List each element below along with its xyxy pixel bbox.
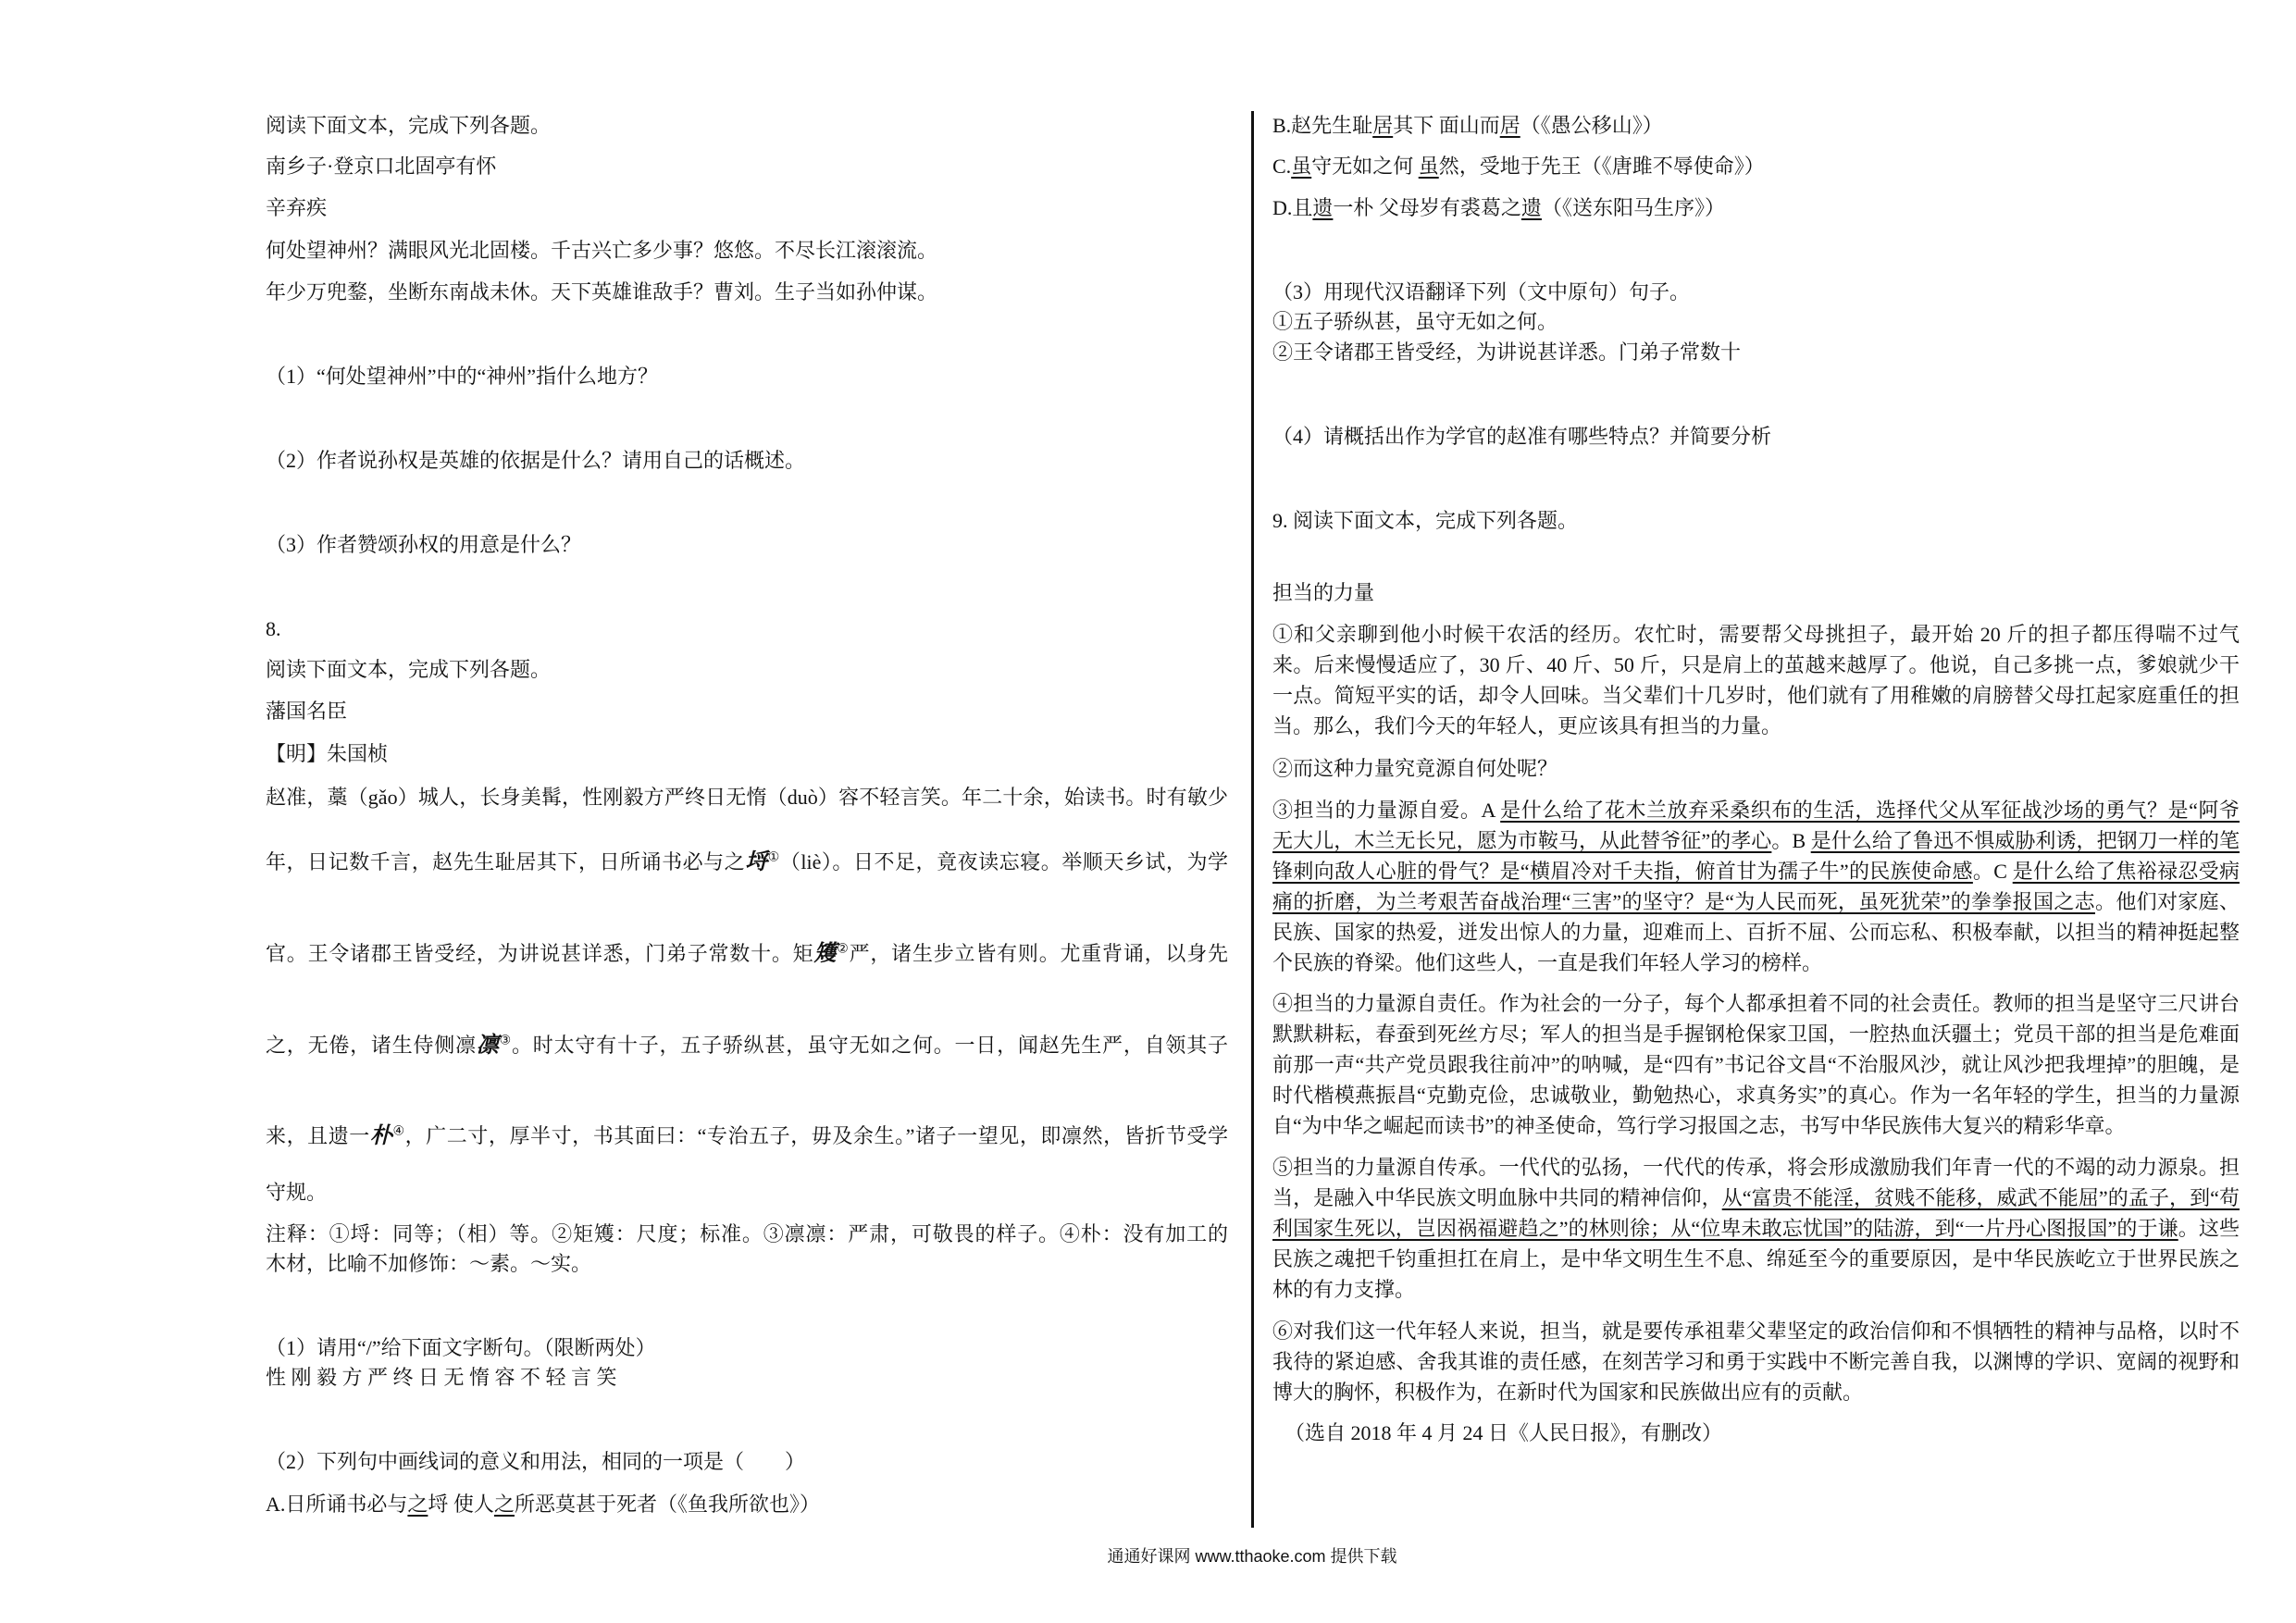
underlined-sentence: 是什么给了鲁迅不惧威胁利诱，把钢刀一样的笔	[1810, 829, 2240, 852]
q8-passage-author: 【明】朱国桢	[266, 742, 389, 765]
option-text: 守无如之何	[1311, 155, 1419, 178]
option-text: C.	[1272, 155, 1292, 178]
article-line	[1272, 1245, 2240, 1273]
passage-text: 守规。	[266, 1181, 328, 1204]
article-line: ⑥对我们这一代年轻人来说，担当，就是要传承祖辈父辈坚定的政治信仰和不惧牺牲的精神与品格，以时不	[1272, 1319, 2240, 1343]
article-text: 民族、国家的热爱，迸发出惊人的力量，迎难而上、百折不屈、公而忘私、积极奉献，以担当的精神挺起整	[1272, 921, 2240, 944]
passage-text: ，广二寸，厚半寸，书其面曰：“专治五子，毋及余生。”诸子一望见，即凛然，皆折节受学	[404, 1124, 1228, 1147]
passage-text: 之，无倦，诸生侍侧凛	[266, 1034, 477, 1057]
article-text: 。他们对家庭、	[2095, 890, 2240, 913]
passage-line	[266, 849, 1228, 876]
option-d	[1272, 194, 1725, 222]
underlined-word: 遗	[1312, 196, 1334, 219]
article-line	[1272, 858, 2240, 886]
poem-title: 南乡子·登京口北固亭有怀	[266, 155, 497, 178]
passage-line	[266, 784, 1228, 812]
article-text: 民族之魂把千钧重担扛在肩上，是中华文明生生不息、绵延至今的重要原因，是中华民族屹立于世界民族之	[1272, 1247, 2240, 1270]
passage-notes: 注释：①埒：同等；（相）等。②矩矱：尺度；标准。③凛凛：严肃，可敬畏的样子。④朴：没有加工的	[266, 1222, 1228, 1245]
q8-question-2: （2）下列句中画线词的意义和用法，相同的一项是（ ）	[266, 1450, 806, 1473]
passage-text: 年，日记数千言，赵先生耻居其下，日所诵书必与之	[266, 850, 746, 873]
passage-line	[266, 940, 1228, 968]
poem-line: 年少万兜鍪，坐断东南战未休。天下英雄谁敌手？曹刘。生子当如孙仲谋。	[266, 280, 938, 304]
annotated-word: 凛	[476, 1034, 500, 1058]
article-line: ②而这种力量究竟源自何处呢？	[1272, 757, 1558, 780]
article-line	[1272, 1215, 2240, 1243]
passage-line	[266, 1122, 1228, 1150]
article-line: ④担当的力量源自责任。作为社会的一分子，每个人都承担着不同的社会责任。教师的担当是坚守三尺讲台	[1272, 992, 2240, 1015]
passage-text: 严，诸生步立皆有则。尤重背诵，以身先	[849, 942, 1228, 965]
passage-text: （liè）。日不足，竟夜读忘寝。举顺天乡试，为学	[779, 850, 1228, 873]
q8-question-3: （3）用现代汉语翻译下列（文中原句）句子。	[1272, 280, 1691, 304]
passage-text: 官。王令诸郡王皆受经，为讲说甚详悉，门弟子常数十。矩	[266, 942, 814, 965]
option-a	[266, 1491, 820, 1518]
article-line: 当。那么，我们今天的年轻人，更应该具有担当的力量。	[1272, 714, 1782, 737]
article-text: ③担当的力量源自爱。A	[1272, 799, 1501, 822]
underlined-word: 居	[1499, 114, 1520, 137]
question-number: 8.	[266, 617, 281, 640]
q8-question-3-item: ②王令诸郡王皆受经，为讲说甚详悉。门弟子常数十	[1272, 341, 1742, 364]
article-line: 默默耕耘，春蚕到死丝方尽；军人的担当是手握钢枪保家卫国，一腔热血沃疆土；党员干部的担当是危难面	[1272, 1022, 2240, 1046]
q8-question-1-text: 性 刚 毅 方 严 终 日 无 惰 容 不 轻 言 笑	[266, 1366, 617, 1389]
article-text: ⑤担当的力量源自传承。一代代的弘扬，一代代的传承，将会形成激励我们年青一代的不竭的动力源泉。担	[1272, 1156, 2240, 1179]
article-line	[1272, 949, 1822, 977]
article-line	[1272, 827, 2240, 855]
annotated-word: 矱	[813, 942, 838, 966]
option-text: 然，受地于先王（《唐雎不辱使命》）	[1438, 155, 1765, 178]
annotated-word: 朴	[369, 1124, 393, 1148]
underlined-sentence: 从“富贵不能淫，贫贱不能移，威武不能屈”的孟子，到“苟	[1721, 1186, 2240, 1209]
option-text: 所恶莫甚于死者（《鱼我所欲也》）	[514, 1493, 820, 1516]
passage-line	[266, 1179, 327, 1207]
article-line: 时代楷模燕振昌“克勤克俭，忠诚敬业，勤勉热心，求真务实”的真心。作为一名年轻的学生，担当的力量源	[1272, 1084, 2240, 1107]
article-text: 。这些	[2178, 1217, 2240, 1240]
article-line: 一点。简短平实的话，却令人回味。当父辈们十几岁时，他们就有了用稚嫩的肩膀替父母扛起家庭重任的担	[1272, 684, 2240, 707]
poem-question: （2）作者说孙权是英雄的依据是什么？请用自己的话概述。	[266, 449, 806, 472]
q8-instruction: 阅读下面文本，完成下列各题。	[266, 658, 552, 681]
article-text: 当，是融入中华民族文明血脉中共同的精神信仰，	[1272, 1186, 1722, 1209]
option-text: （《愚公移山》）	[1520, 114, 1663, 137]
page-footer: 通通好课网 www.tthaoke.com 提供下载	[1107, 1547, 1397, 1566]
poem-question: （1）“何处望神州”中的“神州”指什么地方？	[266, 365, 659, 388]
underlined-word: 遗	[1520, 196, 1542, 219]
note-marker: ③	[499, 1034, 513, 1048]
q8-question-1: （1）请用“/”给下面文字断句。（限断两处）	[266, 1336, 656, 1359]
option-text: A.日所诵书必与	[266, 1493, 408, 1516]
q8-passage-title: 藩国名臣	[266, 700, 348, 723]
passage-text: 赵准，藁（gǎo）城人，长身美髯，性刚毅方严终日无惰（duò）容不轻言笑。年二十余，始读书。时有敏少	[266, 786, 1228, 809]
passage-line	[266, 1032, 1228, 1059]
underlined-word: 虽	[1418, 155, 1439, 178]
article-line: 我待的紧迫感、舍我其谁的责任感，在刻苦学习和勇于实践中不断完善自我，以渊博的学识、宽阔的视野和	[1272, 1350, 2240, 1373]
article-text: 。C	[1972, 860, 2013, 883]
article-line: 前那一声“共产党员跟我往前冲”的呐喊，是“四有”书记谷文昌“不治服风沙，就让风沙把我埋掉”的胆魄，是	[1272, 1053, 2240, 1076]
article-line	[1272, 888, 2240, 916]
option-text: 一朴 父母岁有裘葛之	[1333, 196, 1521, 219]
underlined-sentence: 利国家生死以，岂因祸福避趋之”的林则徐；从“位卑未敢忘忧国”的陆游，到“一片丹心图报国”的于谦	[1272, 1217, 2178, 1240]
column-divider	[1251, 111, 1254, 1528]
poem-author: 辛弃疾	[266, 196, 328, 219]
underlined-sentence: 是什么给了花木兰放弃采桑织布的生活，选择代父从军征战沙场的勇气？是“阿爷	[1500, 799, 2240, 822]
article-text: 。B	[1771, 829, 1811, 852]
underlined-sentence: 锋刺向敌人心脏的骨气？是“横眉冷对千夫指，俯首甘为孺子牛”的民族使命感	[1272, 860, 1973, 883]
option-text: B.赵先生耻	[1272, 114, 1373, 137]
underlined-sentence: 是什么给了焦裕禄忍受病	[2012, 860, 2240, 883]
article-line	[1272, 797, 2240, 824]
underlined-word: 居	[1372, 114, 1394, 137]
article-line	[1272, 1276, 1415, 1304]
note-marker: ④	[392, 1124, 405, 1139]
q9-header: 9. 阅读下面文本，完成下列各题。	[1272, 509, 1579, 532]
article-line: 博大的胸怀，积极作为，在新时代为国家和民族做出应有的贡献。	[1272, 1381, 1864, 1404]
option-text: 埒 使人	[428, 1493, 494, 1516]
article-line: 自“为中华之崛起而读书”的神圣使命，笃行学习报国之志，书写中华民族伟大复兴的精彩华章。	[1272, 1114, 2126, 1137]
option-text: （《送东阳马生序》）	[1541, 196, 1725, 219]
option-text: D.且	[1272, 196, 1313, 219]
underlined-word: 之	[407, 1493, 428, 1516]
underlined-word: 虽	[1291, 155, 1312, 178]
option-text: 其下 面山而	[1393, 114, 1500, 137]
passage-text: 。时太守有十子，五子骄纵甚，虽守无如之何。一日，闻赵先生严，自领其子	[512, 1034, 1228, 1057]
note-marker: ②	[837, 942, 850, 957]
poem-question: （3）作者赞颂孙权的用意是什么？	[266, 533, 582, 556]
passage-notes: 木材，比喻不加修饰：～素。～实。	[266, 1252, 592, 1275]
article-line	[1272, 1184, 2240, 1212]
article-text: 林的有力支撑。	[1272, 1278, 1416, 1301]
poem-instruction: 阅读下面文本，完成下列各题。	[266, 114, 552, 137]
passage-text: 来，且遗一	[266, 1124, 370, 1147]
article-line	[1272, 1154, 2240, 1182]
option-c	[1272, 153, 1765, 180]
note-marker: ①	[767, 850, 780, 865]
article-source: （选自 2018 年 4 月 24 日《人民日报》，有删改）	[1285, 1421, 1723, 1444]
article-line: 来。后来慢慢适应了，30 斤、40 斤、50 斤，只是肩上的茧越来越厚了。他说，自己多挑一点，爹娘就少干	[1272, 653, 2240, 676]
article-line: ①和父亲聊到他小时候干农活的经历。农忙时，需要帮父母挑担子，最开始 20 斤的担子都压得喘不过气	[1272, 623, 2240, 646]
underlined-word: 之	[493, 1493, 515, 1516]
q9-article-title: 担当的力量	[1272, 581, 1375, 604]
q8-question-3-item: ①五子骄纵甚，虽守无如之何。	[1272, 310, 1558, 333]
q8-question-4: （4）请概括出作为学官的赵准有哪些特点？并简要分析	[1272, 425, 1772, 448]
poem-line: 何处望神州？满眼风光北固楼。千古兴亡多少事？悠悠。不尽长江滚滚流。	[266, 239, 938, 262]
article-text: 个民族的脊梁。他们这些人，一直是我们年轻人学习的榜样。	[1272, 951, 1823, 974]
article-line	[1272, 919, 2240, 947]
option-b	[1272, 112, 1663, 140]
underlined-sentence: 痛的折磨，为兰考艰苦奋战治理“三害”的坚守？是“为人民而死，虽死犹荣”的拳拳报国之志	[1272, 890, 2095, 913]
underlined-sentence: 无大儿，木兰无长兄，愿为市鞍马，从此替爷征”的孝心	[1272, 829, 1772, 852]
annotated-word: 埒	[745, 850, 768, 874]
